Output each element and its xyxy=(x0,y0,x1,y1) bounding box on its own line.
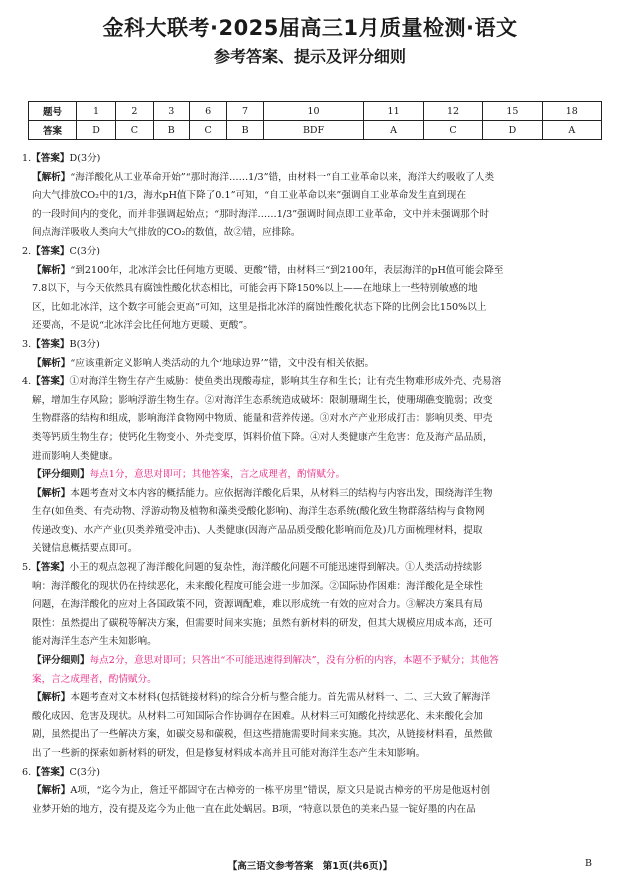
q4-answer-text: 类等钙质生物生存；使钙化生物变小、外壳变厚，饵料价值下降。④对人类健康产生危害：危及海产品品质， xyxy=(32,431,493,443)
document-title: 金科大联考·2025届高三1月质量检测·语文 xyxy=(102,16,518,40)
number-cell: 7 xyxy=(227,102,263,121)
answer-cell: C xyxy=(116,121,154,140)
answer-table-number-row xyxy=(29,102,602,121)
answer-cell: D xyxy=(483,121,542,140)
q5-scoring: 【评分细则】每点2分，意思对即可；只答出“不可能迅速得到解决”，没有分析的内容，本题不予赋分；其他答 xyxy=(32,655,499,667)
answer-cell: C xyxy=(423,121,482,140)
q5-explanation: 【解析】本题考查对文本材料(包括链接材料)的综合分析与整合能力。首先需从材料一、二、三大致了解海洋 xyxy=(32,692,491,704)
answer-cell: A xyxy=(364,121,423,140)
q4-explanation-line: 传递改变)、水产产业(贝类养殖受冲击)、人类健康(因海产品品质受酸化影响而危及)几方面梳理材料，提取 xyxy=(32,524,483,536)
q6-explanation-line: 业梦开始的地方，没有提及迄今为止他一直在此处蜗居。B项，“特意以景色的美来凸显一锭好墨的内在品 xyxy=(32,803,476,815)
q6-explanation: 【解析】A项，“迄今为止，詹迁平都固守在古樟旁的一栋平房里”错误，原文只是说古樟旁的平房是他返村创 xyxy=(32,785,491,797)
q5-explanation-line: 剧，虽然提出了一些解决方案，如碳交易和碳税，但这些措施需要时间来实施。其次，从链接材料看，虽然做 xyxy=(32,729,493,741)
number-cell: 12 xyxy=(423,102,482,121)
q2-explanation-line: 区，比如北冰洋，这个数字可能会更高”可知，这里是指北冰洋的腐蚀性酸化状态下降的比例会比150%以上 xyxy=(32,301,487,313)
q2-answer-line: 2.【答案】C(3分) xyxy=(22,245,101,257)
q3-explanation: 【解析】“应该重新定义影响人类活动的九个‘地球边界’”错，文中没有相关依据。 xyxy=(32,357,375,369)
q5-answer-text: 限性：虽然提出了碳税等解决方案，但需要时间来实施；虽然有新材料的研发，但其大规模应用成本高，还可 xyxy=(32,617,493,629)
answer-cell: C xyxy=(189,121,227,140)
number-cell: 18 xyxy=(542,102,601,121)
q5-scoring-line: 案，言之成理者，酌情赋分。 xyxy=(32,673,157,685)
q3-answer-line: 3.【答案】B(3分) xyxy=(22,338,100,350)
row-label-number: 题号 xyxy=(29,102,77,121)
q5-explanation-line: 酸化成因、危害及现状。从材料二可知国际合作协调存在困难。从材料三可知酸化持续恶化、未来酸化会加 xyxy=(32,710,483,722)
q1-explanation-line: 的一段时间内的变化，而并非强调起始点；“那时海洋……1/3”强调时间点即工业革命，文中并未强调那个时 xyxy=(32,208,489,220)
number-cell: 15 xyxy=(483,102,542,121)
page-footer: 【高三语文参考答案 第1页(共6页)】 xyxy=(227,861,393,872)
answer-body xyxy=(22,150,600,819)
q2-explanation-line: 7.8以下，与今天依然具有腐蚀性酸化状态相比，可能会再下降150%以上——在地球上一些特别敏感的地 xyxy=(32,283,478,295)
q5-explanation-line: 出了一些新的探索如新材料的研发，但是修复材料成本高并且可能对海洋生态产生未知影响。 xyxy=(32,748,426,759)
number-cell: 1 xyxy=(77,102,116,121)
q5-answer-line: 5.【答案】小王的观点忽视了海洋酸化问题的复杂性，海洋酸化问题不可能迅速得到解决。①人类活动持续影 xyxy=(22,562,483,574)
q5-answer-text: 问题，在海洋酸化的应对上各国政策不同，资源调配难，难以形成统一有效的应对合力。③解决方案具有局 xyxy=(32,599,483,611)
answer-table-answer-row xyxy=(29,121,602,140)
q4-answer-text: 生物群落的结构和组成，影响海洋食物网中物质、能量和营养传递。③对水产产业形成打击：影响贝类、甲壳 xyxy=(32,413,493,425)
number-cell: 6 xyxy=(189,102,227,121)
q5-answer-text: 能对海洋生态产生未知影响。 xyxy=(32,636,157,648)
q5-answer-text: 响：海洋酸化的现状仍在持续恶化，未来酸化程度可能会进一步加深。②国际协作困难：海洋酸化是全球性 xyxy=(32,580,483,592)
q1-answer-line: 1.【答案】D(3分) xyxy=(22,153,101,164)
number-cell: 11 xyxy=(364,102,423,121)
answer-table xyxy=(28,101,602,140)
q1-explanation: 【解析】“海洋酸化从工业革命开始”“那时海洋……1/3”错，由材料一“自工业革命以来，海洋大约吸收了人类 xyxy=(32,171,495,183)
q4-answer-text: 进而影响人类健康。 xyxy=(32,450,119,462)
q4-explanation-line: 关键信息概括要点即可。 xyxy=(32,543,138,555)
q1-explanation-line: 间点海洋吸收人类向大气排放的CO₂的数值，故②错，应排除。 xyxy=(32,227,301,239)
q4-scoring: 【评分细则】每点1分，意思对即可；其他答案，言之成理者，酌情赋分。 xyxy=(32,469,346,481)
answer-cell: A xyxy=(542,121,601,140)
number-cell: 2 xyxy=(116,102,154,121)
answer-cell: BDF xyxy=(263,121,364,140)
q4-answer-line: 4.【答案】①对海洋生物生存产生威胁：使鱼类出现酸毒症，影响其生存和生长；让有壳生物难形成外壳、壳易溶 xyxy=(22,376,502,388)
q6-answer-line: 6.【答案】C(3分) xyxy=(22,766,101,778)
row-label-answer: 答案 xyxy=(29,121,77,140)
q4-explanation: 【解析】本题考查对文本内容的概括能力。应依据海洋酸化后果，从材料三的结构与内容出发，围绕海洋生物 xyxy=(32,487,493,499)
q2-explanation-line: 还要高，不是说“北冰洋会比任何地方更暖、更酸”。 xyxy=(32,320,253,332)
q1-explanation-line: 向大气排放CO₂中的1/3，海水pH值下降了0.1”可知，“自工业革命以来”强调自工业革命发生直到现在 xyxy=(32,190,466,202)
answer-cell: B xyxy=(227,121,263,140)
version-letter: B xyxy=(585,858,592,869)
answer-cell: B xyxy=(153,121,189,140)
q4-answer-text: 解，增加生存风险；影响浮游生物生存。②对海洋生态系统造成破坏：限制珊瑚生长，使珊瑚礁变脆弱；改变 xyxy=(32,394,493,406)
document-subtitle: 参考答案、提示及评分细则 xyxy=(213,47,406,66)
answer-cell: D xyxy=(77,121,116,140)
number-cell: 10 xyxy=(263,102,364,121)
q4-explanation-line: 生存(如鱼类、有壳动物、浮游动物及植物和藻类受酸化影响)、海洋生态系统(酸化致生物群落结构与食物网 xyxy=(32,506,485,518)
q2-explanation: 【解析】“到2100年，北冰洋会比任何地方更暖、更酸”错，由材料三“到2100年，表层海洋的pH值可能会降至 xyxy=(32,264,504,276)
number-cell: 3 xyxy=(153,102,189,121)
